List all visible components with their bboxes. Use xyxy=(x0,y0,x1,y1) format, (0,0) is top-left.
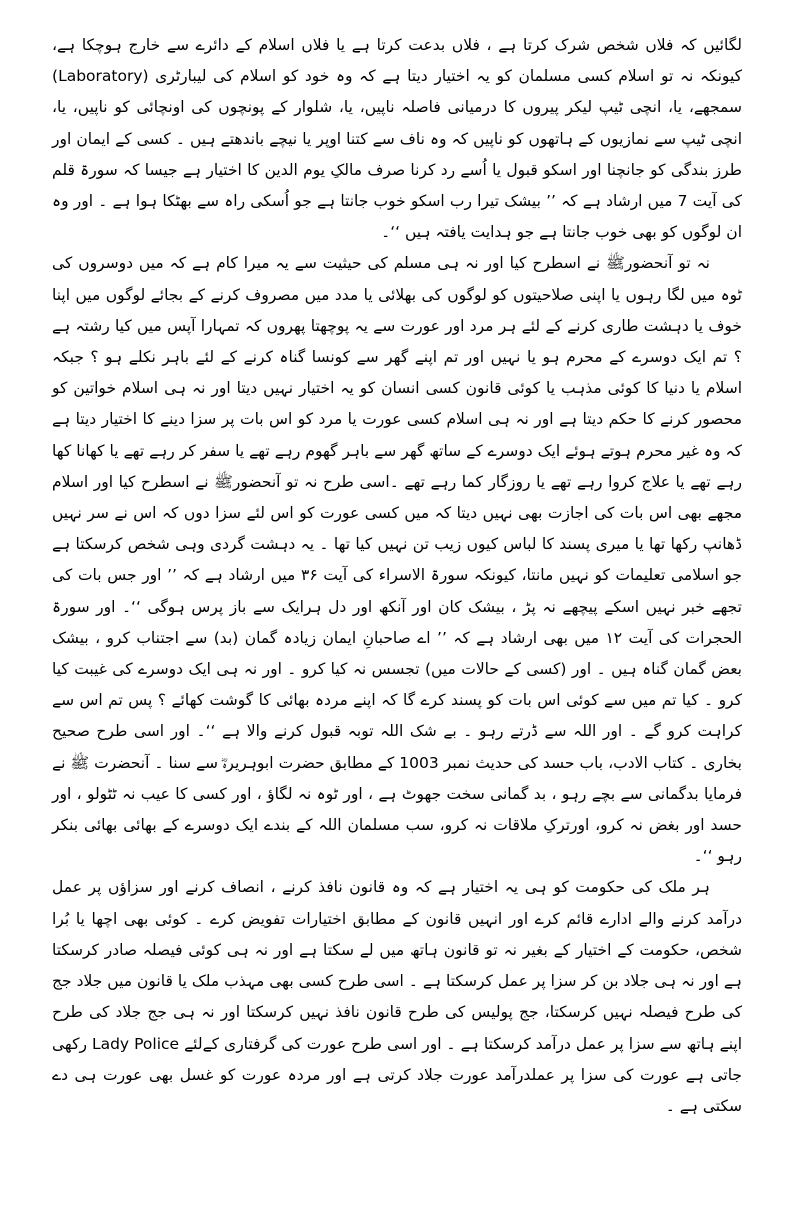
paragraph-3: ہر ملک کی حکومت کو ہی یہ اختیار ہے کہ وہ قانون نافذ کرنے ، انصاف کرنے اور سزاؤں پر عمل درآمد کرنے والے ادارے قائم کرے اور انہیں قانون کے مطابق اختیارات تفویض کرے ۔ کوئی بھی اچھا یا بُرا شخص، حکومت کے اختیار کے بغیر نہ تو قانون ہاتھ میں لے سکتا ہے اور نہ ہی کوئی فیصلہ صادر کرسکتا ہے اور نہ ہی جلاد بن کر سزا پر عمل کرسکتا ہے ۔ اسی طرح کسی بھی مہذب ملک یا قانون میں جلاد جج کی طرح فیصلہ نہیں کرسکتا، جج پولیس کی طرح قانون نافذ نہیں کرسکتا اور نہ ہی جج جلاد کی طرح اپنے ہاتھ سے سزا پر عمل درآمد کرسکتا ہے ۔ اور اسی طرح عورت کی گرفتاری کےلئے Lady Police رکھی جاتی ہے عورت کی سزا پر عملدرآمد عورت جلاد کرتی ہے اور مردہ عورت کو غسل بھی عورت ہی دے سکتی ہے ۔ xyxy=(52,878,742,1115)
document-page xyxy=(52,30,742,1180)
paragraph-2: نہ تو آنحضورﷺ نے اسطرح کیا اور نہ ہی مسلم کی حیثیت سے یہ میرا کام ہے کہ میں دوسروں کی ٹوہ میں لگا رہوں یا اپنی صلاحیتوں کو لوگوں کی بھلائی یا مدد میں مصروف کرنے کے بجائے لوگوں میں اپنا خوف یا دہشت طاری کرنے کے لئے ہر مرد اور عورت سے یہ پوچھتا پھروں کہ تمہارا آپس میں کیا رشتہ ہے ؟ تم ایک دوسرے کے محرم ہو یا نہیں اور تم اپنے گھر سے کونسا گناہ کرنے کے لئے باہر نکلے ہو ؟ جبکہ اسلام یا دنیا کا کوئی مذہب یا کوئی قانون کسی انسان کو یہ اختیار نہیں دیتا اور نہ ہی اسلام خواتین کو محصور کرنے کا حکم دیتا ہے اور نہ ہی اسلام کسی عورت یا مرد کو اس بات پر سزا دینے کا اختیار دیتا ہے کہ وہ غیر محرم ہوتے ہوئے ایک دوسرے کے ساتھ گھر سے باہر گھوم رہے تھے یا سفر کر رہے تھے یا کھانا کھا رہے تھے یا علاج کروا رہے تھے یا روزگار کما رہے تھے ۔اسی طرح نہ تو آنحضورﷺ نے اسطرح کیا اور اسلام مجھے بھی اس بات کی اجازت بھی نہیں دیتا کہ میں کسی عورت کو اس لئے سزا دوں کہ اس نے سر نہیں ڈھانپ رکھا تھا یا میری پسند کا لباس کیوں زیب تن نہیں کیا تھا ۔ یہ دہشت گردی وہی شخص کرسکتا ہے جو اسلامی تعلیمات کو نہیں مانتا، کیونکہ سورۃ الاسراء کی آیت ۳۶ میں ارشاد ہے کہ ’’ اور جس بات کی تجھے خبر نہیں اسکے پیچھے نہ پڑ ، بیشک کان اور آنکھ اور دل ہرایک سے باز پرس ہوگی ‘‘۔ اور سورۃ الحجرات کی آیت ۱۲ میں بھی ارشاد ہے کہ ’’ اے صاحبانِ ایمان زیادہ گمان (بد) سے اجتناب کرو ، بیشک بعض گمان گناہ ہیں ۔ اور (کسی کے حالات میں) تجسس نہ کیا کرو ۔ اور نہ ہی ایک دوسرے کی غیبت کیا کرو ۔ کیا تم میں سے کوئی اس بات کو پسند کرے گا کہ اپنے مردہ بھائی کا گوشت کھائے ؟ پس تم اس سے کراہت کرو گے ۔ اور اللہ سے ڈرتے رہو ۔ بے شک اللہ توبہ قبول کرنے والا ہے ‘‘۔ اور اسی طرح صحیح بخاری ۔ کتاب الادب، باب حسد کی حدیث نمبر 1003 کے مطابق حضرت ابوہریرہؓ سے سنا ۔ آنحضرت ﷺ نے فرمایا بدگمانی سے بچے رہو ، بد گمانی سخت جھوٹ ہے ، اور ٹوہ نہ لگاؤ ، اور کسی کا عیب نہ ٹٹولو ، اور حسد اور بغض نہ کرو، اورترکِ ملاقات نہ کرو، سب مسلمان اللہ کے بندے ایک دوسرے کے بھائی بھائی بنکر رہو ‘‘۔ xyxy=(52,254,742,866)
paragraph-1: لگائیں کہ فلاں شخص شرک کرتا ہے ، فلاں بدعت کرتا ہے یا فلاں اسلام کے دائرے سے خارج ہوچکا ہے، کیونکہ نہ تو اسلام کسی مسلمان کو یہ اختیار دیتا ہے کہ وہ خود کو اسلام کی لیبارٹری (Laboratory) سمجھے، یا، انچی ٹیپ لیکر پیروں کا درمیانی فاصلہ ناپیں، یا، شلوار کے پونچوں کی اونچائی کو ناپیں، یا، انچی ٹیپ سے نمازیوں کے ہاتھوں کو ناپیں کہ وہ ناف سے کتنا اوپر یا نیچے باندھتے ہیں ۔ کسی کے ایمان اور طرز بندگی کو جانچنا اور اسکو قبول یا اُسے رد کرنا صرف مالکِ یوم الدین کا اختیار ہے جیسا کہ سورۃ قلم کی آیت 7 میں ارشاد ہے کہ ’’ بیشک تیرا رب اسکو خوب جانتا ہے جو اُسکی راہ سے بھٹکا ہوا ہے ۔ اور وہ ان لوگوں کو بھی خوب جانتا ہے جو ہدایت یافتہ ہیں ‘‘۔ xyxy=(52,36,742,242)
